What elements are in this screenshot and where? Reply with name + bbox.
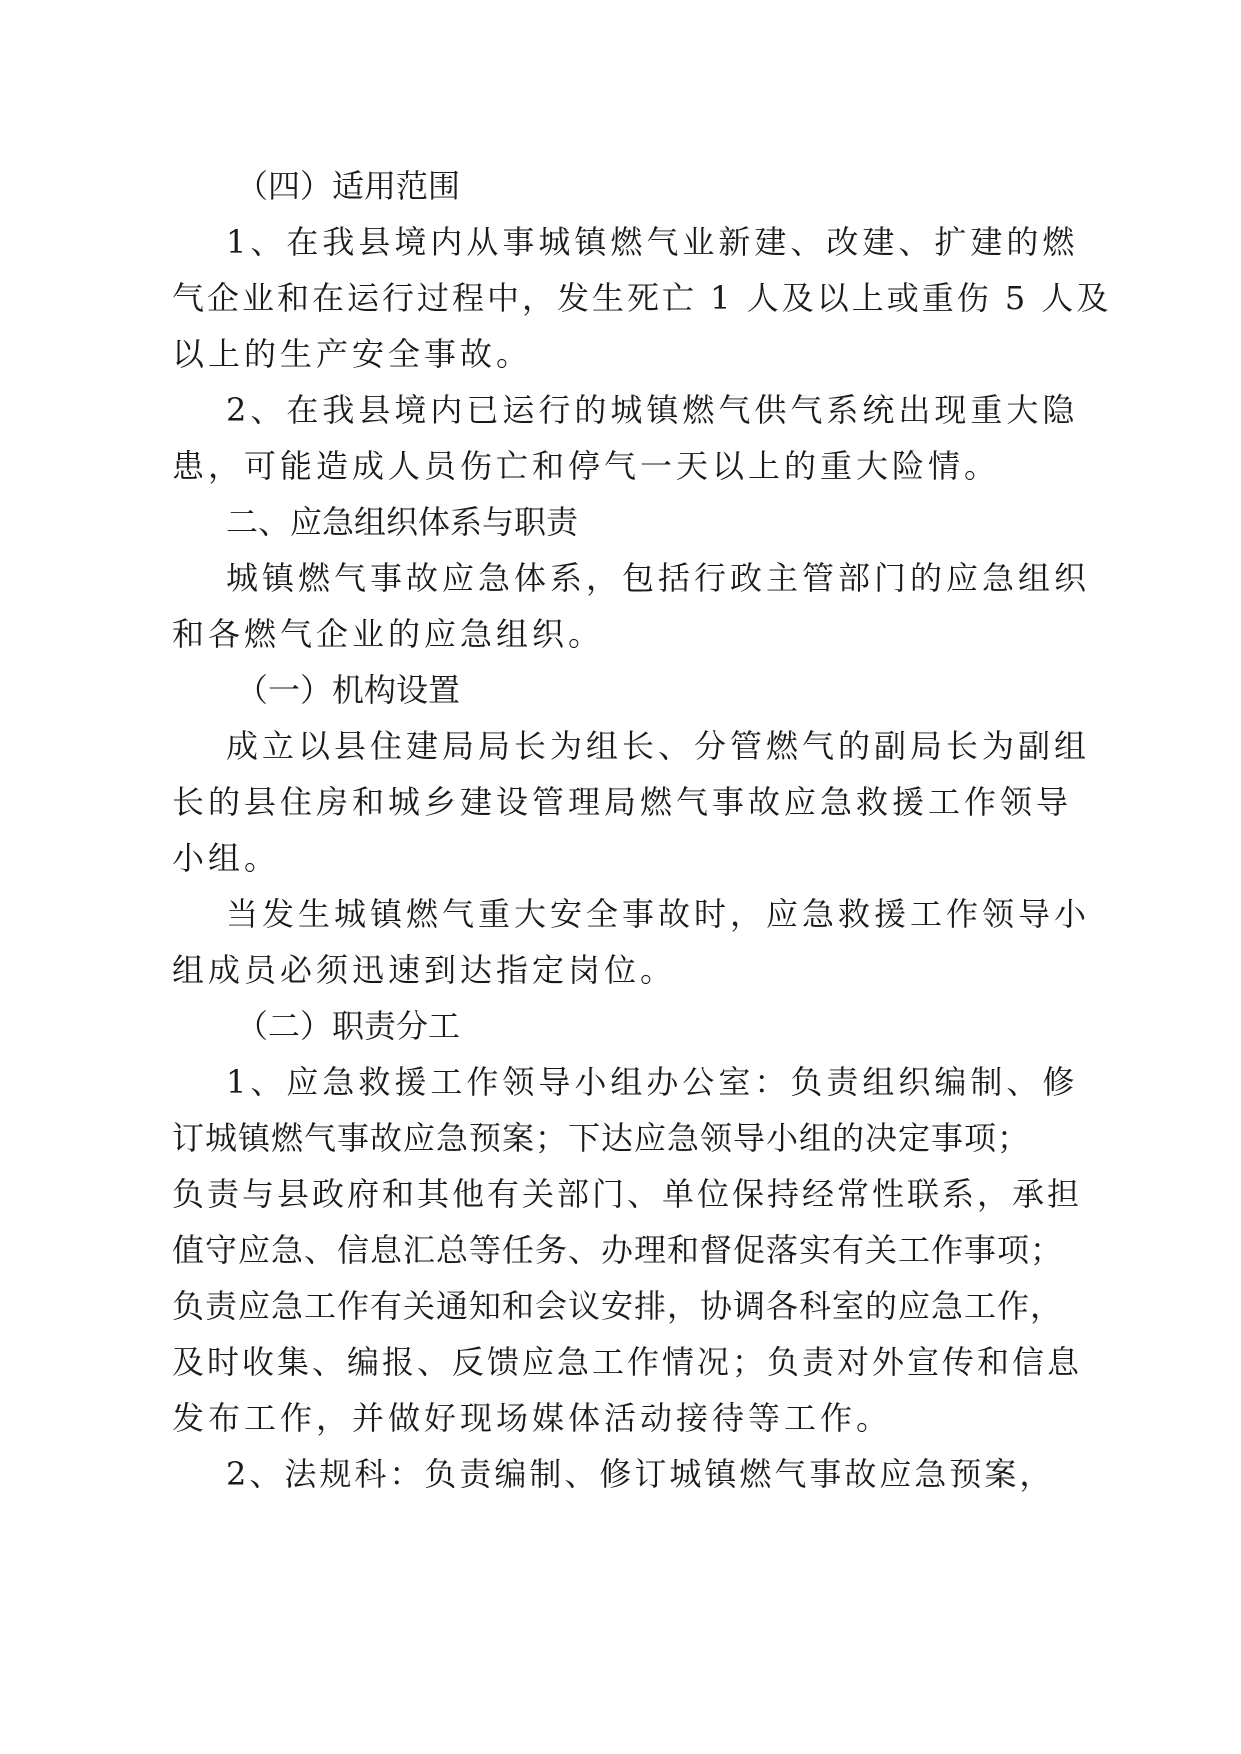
paragraph-line: 负责应急工作有关通知和会议安排，协调各科室的应急工作，: [172, 1287, 1064, 1325]
paragraph-line: 成立以县住建局局长为组长、分管燃气的副局长为副组: [226, 727, 1091, 765]
section-heading-duties: （二）职责分工: [236, 1007, 461, 1045]
paragraph-line: 和各燃气企业的应急组织。: [172, 615, 605, 653]
section-heading-structure: （一）机构设置: [236, 671, 461, 709]
paragraph-line: 以上的生产安全事故。: [172, 335, 533, 373]
section-heading-scope: （四）适用范围: [236, 167, 461, 205]
paragraph-line: 订城镇燃气事故应急预案；下达应急领导小组的决定事项；: [172, 1119, 1031, 1157]
paragraph-line: 城镇燃气事故应急体系，包括行政主管部门的应急组织: [226, 559, 1091, 597]
paragraph-line: 1、应急救援工作领导小组办公室：负责组织编制、修: [226, 1063, 1079, 1101]
paragraph-line: 及时收集、编报、反馈应急工作情况；负责对外宣传和信息: [172, 1343, 1083, 1381]
paragraph-line: 小组。: [172, 839, 281, 877]
paragraph-line: 长的县住房和城乡建设管理局燃气事故应急救援工作领导: [172, 783, 1073, 821]
paragraph-line: 组成员必须迅速到达指定岗位。: [172, 951, 677, 989]
paragraph-line: 2、法规科：负责编制、修订城镇燃气事故应急预案，: [226, 1455, 1055, 1493]
paragraph-line: 患，可能造成人员伤亡和停气一天以上的重大险情。: [172, 447, 1001, 485]
paragraph-line: 气企业和在运行过程中，发生死亡 1 人及以上或重伤 5 人及: [172, 279, 1112, 317]
paragraph-line: 负责与县政府和其他有关部门、单位保持经常性联系，承担: [172, 1175, 1083, 1213]
section-heading-organization: 二、应急组织体系与职责: [226, 503, 579, 541]
paragraph-line: 发布工作，并做好现场媒体活动接待等工作。: [172, 1399, 893, 1437]
paragraph-line: 值守应急、信息汇总等任务、办理和督促落实有关工作事项；: [172, 1231, 1064, 1269]
paragraph-line: 2、在我县境内已运行的城镇燃气供气系统出现重大隐: [226, 391, 1079, 429]
paragraph-line: 当发生城镇燃气重大安全事故时，应急救援工作领导小: [226, 895, 1091, 933]
paragraph-line: 1、在我县境内从事城镇燃气业新建、改建、扩建的燃: [226, 223, 1079, 261]
